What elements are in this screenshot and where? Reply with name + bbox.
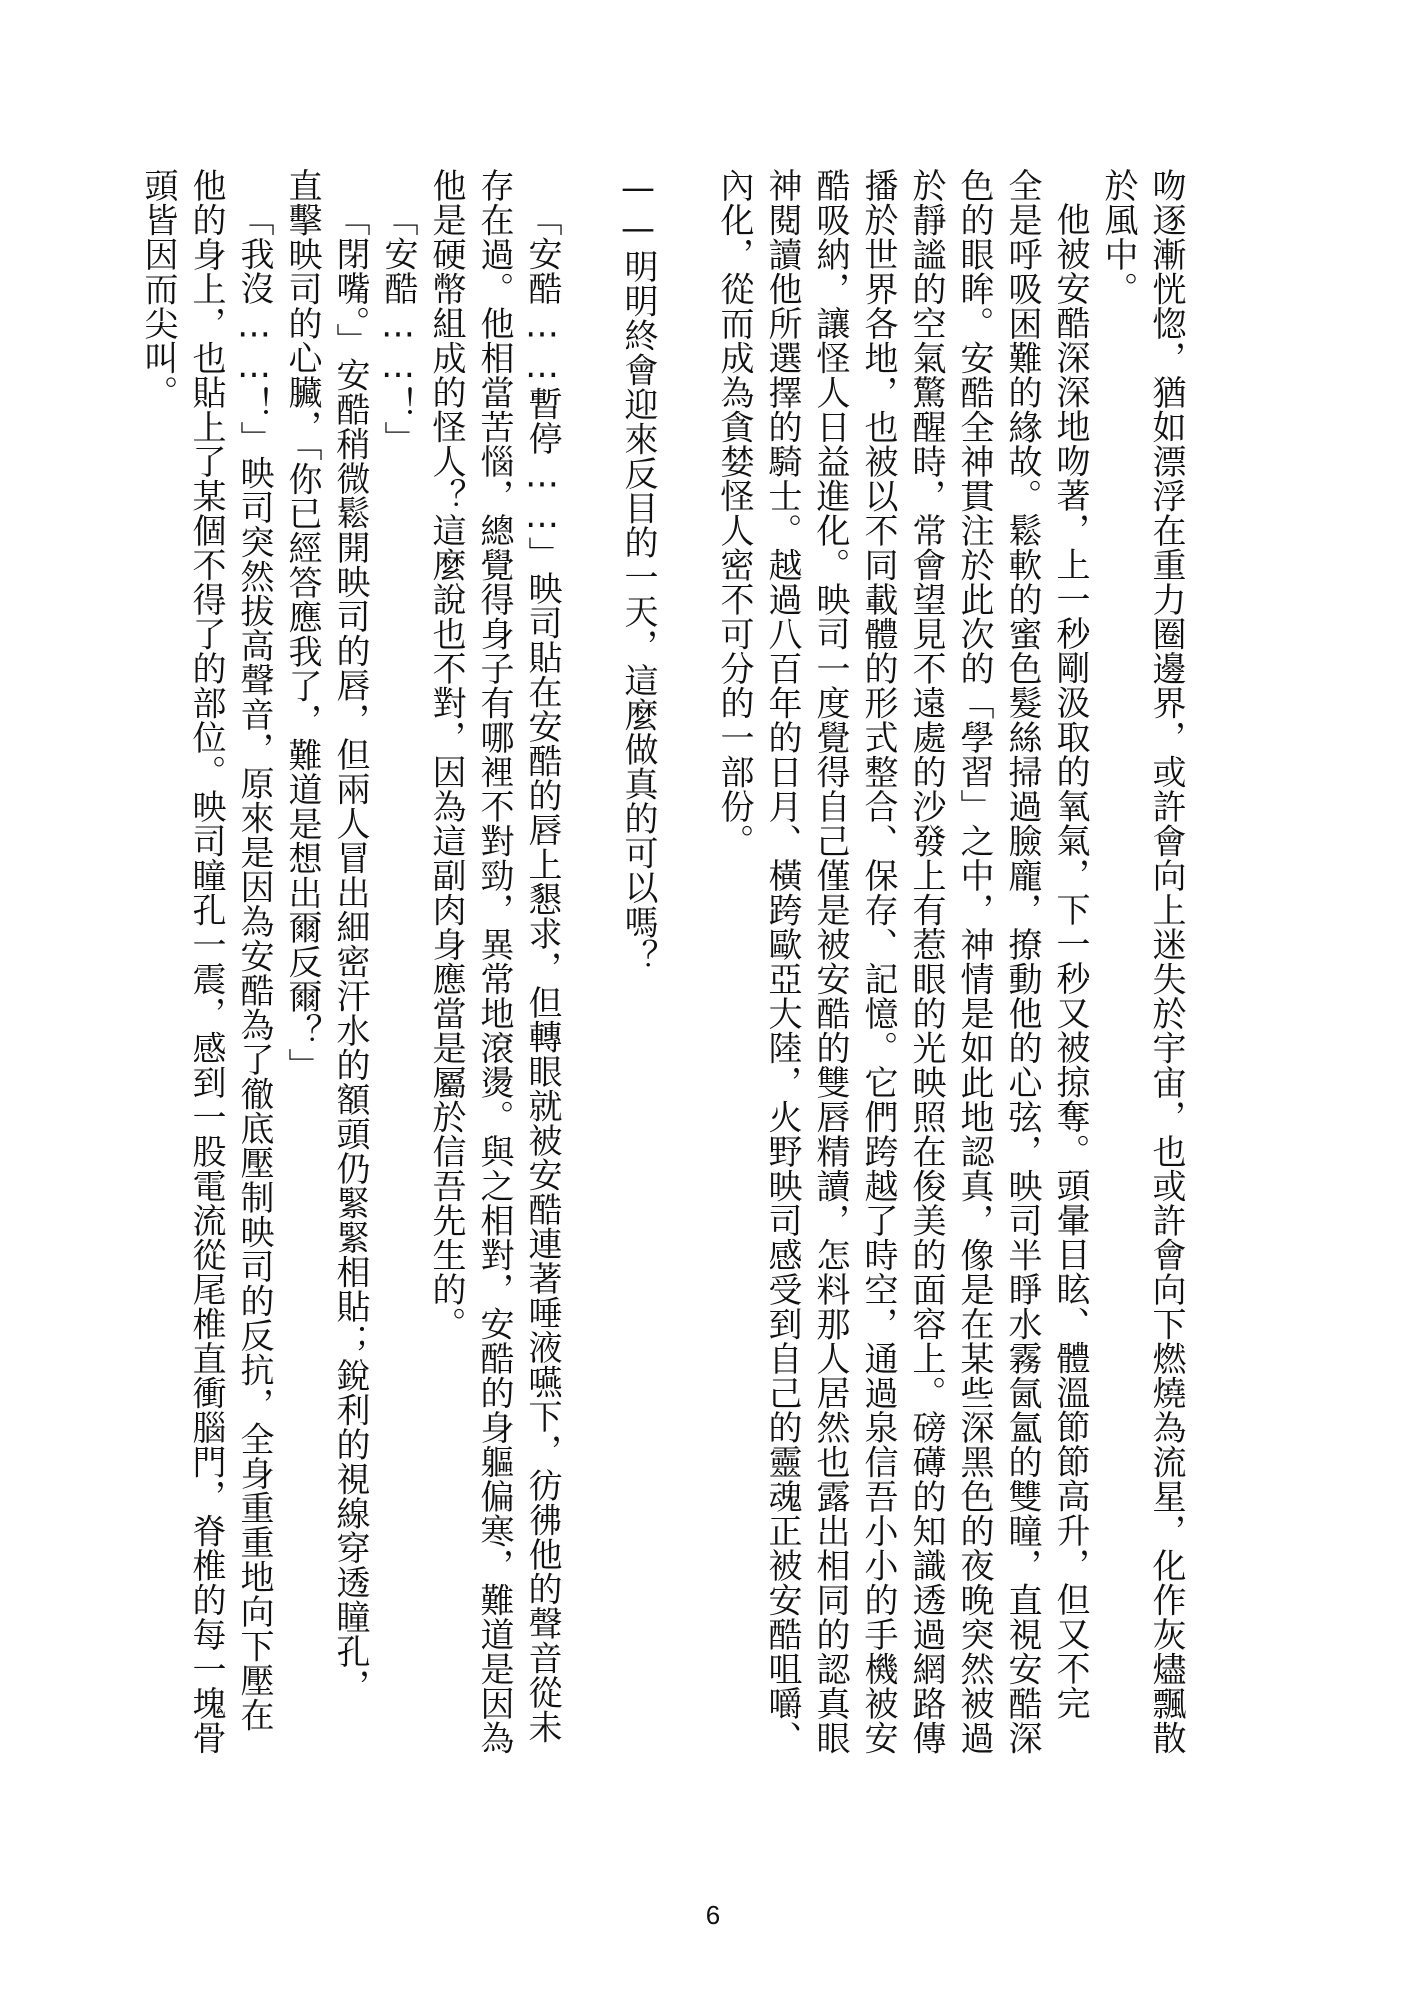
text-line: 於風中。 (1098, 168, 1138, 306)
vertical-text-body (134, 168, 1190, 1818)
text-line: 播於世界各地，也被以不同載體的形式整合、保存、記憶。它們跨越了時空，通過泉信吾小小的手機被安 (858, 168, 898, 1755)
text-line: 內化，從而成為貪婪怪人密不可分的一部份。 (714, 168, 754, 858)
text-line: 直擊映司的心臟，「你已經答應我了，難道是想出爾反爾？」 (282, 168, 322, 1083)
text-line: 全是呼吸困難的緣故。鬆軟的蜜色髮絲掃過臉龐，撩動他的心弦，映司半睜水霧氤氳的雙瞳，直視安酷深 (1002, 168, 1042, 1755)
text-line: 他是硬幣組成的怪人？這麼說也不對，因為這副肉身應當是屬於信吾先生的。 (426, 168, 466, 1341)
text-line: 頭皆因而尖叫。 (138, 168, 178, 410)
text-line: 存在過。他相當苦惱，總覺得身子有哪裡不對勁，異常地滾燙。與之相對，安酷的身軀偏寒，難道是因為 (474, 168, 514, 1755)
text-line: 吻逐漸恍惚，猶如漂浮在重力圈邊界，或許會向上迷失於宇宙，也或許會向下燃燒為流星，化作灰燼飄散 (1146, 168, 1186, 1755)
text-line: 「我沒……！」映司突然拔高聲音，原來是因為安酷為了徹底壓制映司的反抗，全身重重地向下壓在 (234, 202, 274, 1732)
text-line: 酷吸納，讓怪人日益進化。映司一度覺得自己僅是被安酷的雙唇精讀，怎料那人居然也露出相同的認真眼 (810, 168, 850, 1755)
blank-line (566, 168, 614, 1818)
page-number: 6 (705, 1900, 721, 1930)
text-line: 「安酷……暫停……」映司貼在安酷的唇上懇求，但轉眼就被安酷連著唾液嚥下，彷彿他的聲音從未 (522, 202, 562, 1744)
text-line: 他的身上，也貼上了某個不得了的部位。映司瞳孔一震，感到一股電流從尾椎直衝腦門，脊椎的每一塊骨 (186, 168, 226, 1755)
text-line: 他被安酷深深地吻著，上一秒剛汲取的氧氣，下一秒又被掠奪。頭暈目眩、體溫節節高升，但又不完 (1050, 202, 1090, 1720)
text-line: 「安酷……！」 (378, 202, 418, 456)
text-line: 「閉嘴。」安酷稍微鬆開映司的唇，但兩人冒出細密汗水的額頭仍緊緊相貼；銳利的視線穿透瞳孔， (330, 202, 370, 1703)
blank-line (662, 168, 710, 1818)
section-interjection: ——明明終會迎來反目的一天，這麼做真的可以嗎？ (618, 168, 658, 974)
text-line: 神閱讀他所選擇的騎士。越過八百年的日月、橫跨歐亞大陸，火野映司感受到自己的靈魂正被安酷咀嚼、 (762, 168, 802, 1755)
text-line: 於靜謐的空氣驚醒時，常會望見不遠處的沙發上有惹眼的光映照在俊美的面容上。磅礡的知識透過網路傳 (906, 168, 946, 1755)
text-line: 色的眼眸。安酷全神貫注於此次的「學習」之中，神情是如此地認真，像是在某些深黑色的夜晚突然被過 (954, 168, 994, 1755)
